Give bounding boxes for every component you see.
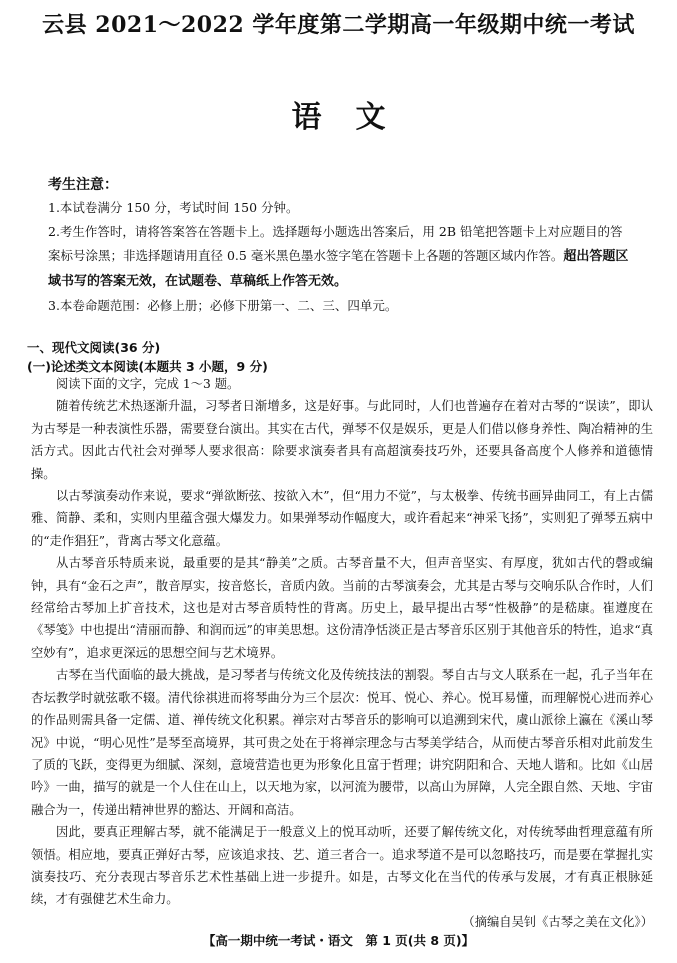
exam-title: 云县 2021～2022 学年度第二学期高一年级期中统一考试 [42, 12, 635, 38]
passage-paragraph: 随着传统艺术热逐渐升温，习琴者日渐增多，这是好事。与此同时，人们也普遍存在着对古琴的“误读”，即认为古琴是一种表演性乐器，需要登台演出。其实在古代，弹琴不仅是娱乐，更是人们借以修身养性、陶冶精神的生活方式。因此古代社会对弹琴人要求很高：除要求演奏者具有高超演奏技巧外，还要具备高度个人修养和道德情操。 [31, 399, 653, 481]
passage-source: （摘编自吴钊《古琴之美在文化》） [462, 914, 653, 929]
reading-passage [31, 373, 653, 933]
passage-paragraph: 从古琴音乐特质来说，最重要的是其“静美”之质。古琴音量不大，但声音坚实、有厚度，犹如古代的磬或编钟，具有“金石之声”，散音厚实，按音悠长，音质内敛。当前的古琴演奏会，尤其是古琴与交响乐队合作时，人们经常给古琴加上扩音技术，这也是对古琴音质特性的背离。历史上，最早提出古琴“性极静”的是嵇康。崔遵度在《琴笺》中也提出“清丽而静、和润而远”的审美思想。这份清净恬淡正是古琴音乐区别于其他音乐的特性，追求“真空妙有”，追求更深远的思想空间与艺术境界。 [31, 556, 653, 660]
notice-item-1: 1.本试卷满分 150 分，考试时间 150 分钟。 [48, 200, 299, 215]
passage-instruction: 阅读下面的文字，完成 1～3 题。 [56, 377, 240, 391]
notice-item-2 [48, 220, 633, 294]
notice-heading: 考生注意： [48, 177, 118, 193]
notice-item-2-text: 2.考生作答时，请将答案答在答题卡上。选择题每小题选出答案后，用 2B 铅笔把答题卡上对应题目的答案标号涂黑；非选择题请用直径 0.5 毫米黑色墨水签字笔在答题卡上各题的答题区域内作答。 [48, 224, 623, 263]
passage-paragraph: 古琴在当代面临的最大挑战，是习琴者与传统文化及传统技法的割裂。琴自古与文人联系在一起，孔子当年在杏坛教学时就弦歌不辍。清代徐祺进而将琴曲分为三个层次：悦耳、悦心、养心。悦耳易懂，而理解悦心进而养心的作品则需具备一定儒、道、禅传统文化积累。禅宗对古琴音乐的影响可以追溯到宋代，虞山派徐上瀛在《溪山琴况》中说，“明心见性”是琴至高境界，其可贵之处在于将禅宗理念与古琴美学结合，从而使古琴音乐相对此前发生了质的飞跃，变得更为细腻、深刻，意境营造也更为形象化且富于哲理；讲究阴阳和合、天地人谐和。比如《山居吟》一曲，描写的就是一个人住在山上，以天地为家，以河流为腰带，以高山为屏障，人完全跟自然、天地、宇宙融合为一，传递出精神世界的豁达、开阔和高洁。 [31, 668, 653, 817]
subject-title: 语文 [291, 100, 420, 135]
notice-list [48, 196, 633, 318]
notice-item-2-emphasis: 超出答题区域书写的答案无效，在试题卷、草稿纸上作答无效。 [48, 249, 629, 289]
passage-paragraph: 以古琴演奏动作来说，要求“弹欲断弦、按欲入木”，但“用力不觉”，与太极拳、传统书画异曲同工，有上古儒雅、简静、柔和，实则内里蕴含强大爆发力。如果弹琴动作幅度大，或许看起来“神采飞扬”，实则犯了弹琴五病中的“走作猖狂”，背离古琴文化意蕴。 [31, 489, 653, 548]
section-heading-part1: 一、现代文阅读(36 分) [27, 340, 161, 355]
section-heading-part1-1: (一)论述类文本阅读(本题共 3 小题，9 分) [27, 359, 268, 374]
page-footer: 【高一期中统一考试・语文 第 1 页(共 8 页)】 [202, 933, 475, 948]
passage-paragraph: 因此，要真正理解古琴，就不能满足于一般意义上的悦耳动听，还要了解传统文化，对传统琴曲哲理意蕴有所领悟。相应地，要真正弹好古琴，应该追求技、艺、道三者合一。追求琴道不是可以忽略技巧，而是要在掌握扎实演奏技巧、充分表现古琴音乐艺术性基础上进一步提升。如是，古琴文化在当代的传承与发展，才有真正根脉延续，才有强健艺术生命力。 [31, 825, 653, 907]
notice-item-3: 3.本卷命题范围：必修上册；必修下册第一、二、三、四单元。 [48, 298, 398, 313]
